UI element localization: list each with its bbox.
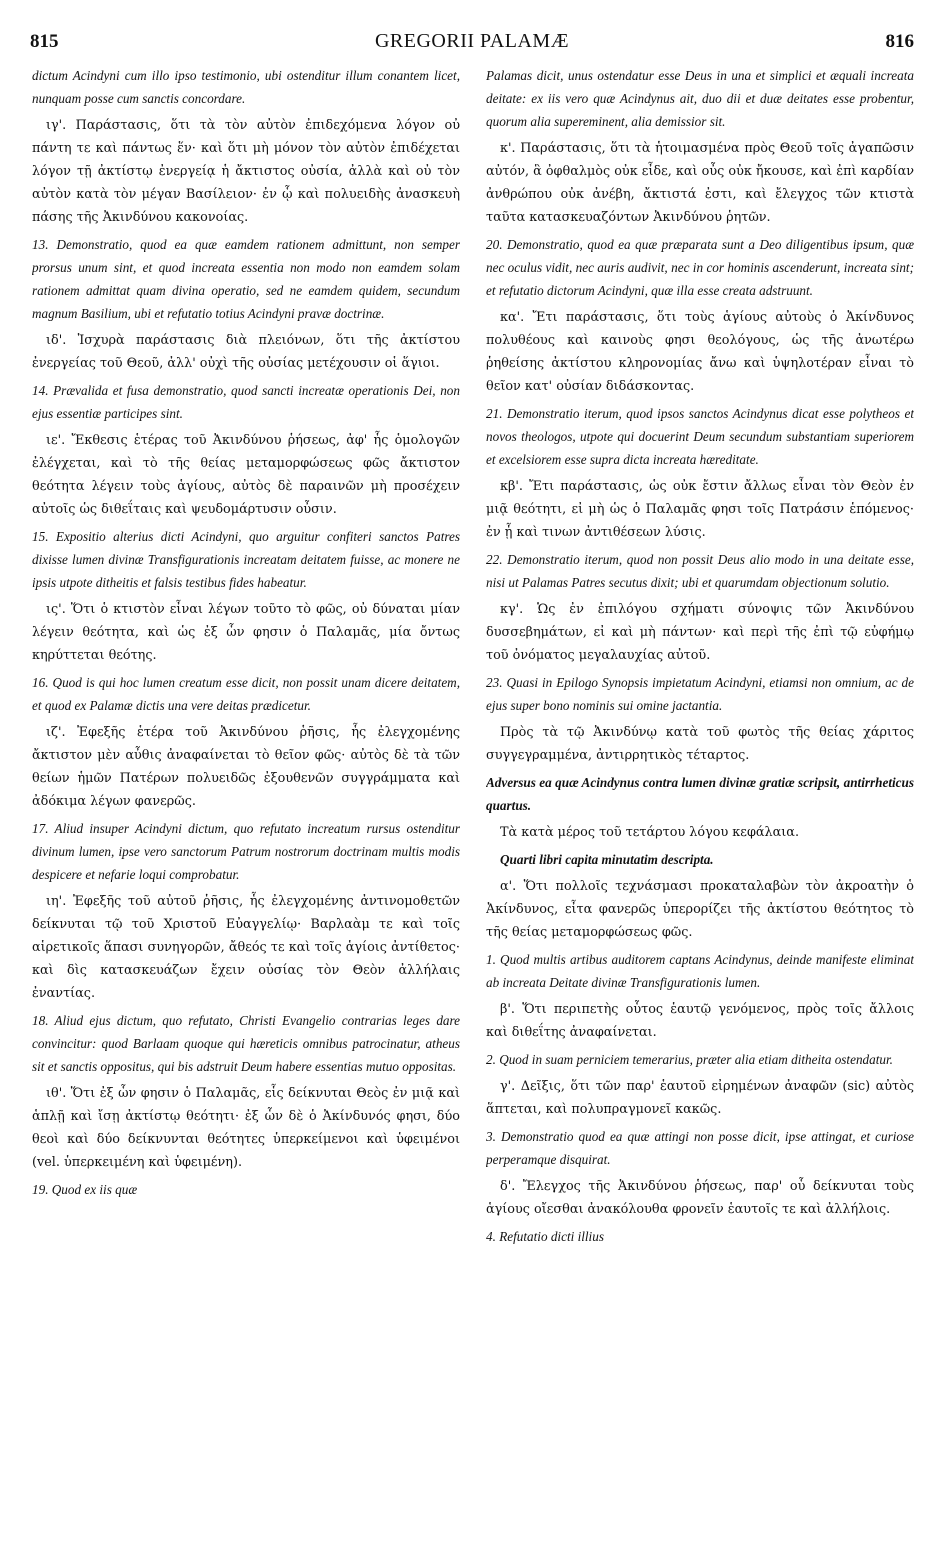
- greek-paragraph: Τὰ κατὰ μέρος τοῦ τετάρτου λόγου κεφάλαια.: [500, 825, 800, 840]
- latin-paragraph: 15. Expositio alterius dicti Acindyni, quo arguitur confiteri sanctos Patres dixisse lumen divinæ Transfigurationis increatam deitatem fuisse, ac monere ne ipsis utpote ditheitis et falsis testibus fides habeatur.: [32, 529, 460, 590]
- latin-paragraph: 23. Quasi in Epilogo Synopsis impietatum Acindyni, etiamsi non omnium, ac de ejus super bono nominis sui omine jactantia.: [486, 675, 914, 713]
- running-header: [30, 30, 914, 64]
- greek-paragraph: Πρὸς τὰ τῷ Ἀκινδύνῳ κατὰ τοῦ φωτὸς τῆς θείας χάριτος συγγεγραμμένα, ἀντιρρητικὸς τέταρτος.: [486, 725, 914, 763]
- latin-paragraph: dictum Acindyni cum illo ipso testimonio, ubi ostenditur illum conantem licet, nunquam posse cum sanctis concordare.: [32, 68, 460, 106]
- latin-paragraph: 18. Aliud ejus dictum, quo refutato, Christi Evangelio contrarias leges dare convincitur: quod Barlaam quoque qui hæreticis omnibus patrocinatur, atheus sit et sanctis oppositus, qui bis adstruit Deum habere essentias mutuo oppositas.: [32, 1013, 460, 1074]
- greek-paragraph: ιη'. Ἐφεξῆς τοῦ αὐτοῦ ῥῆσις, ἧς ἐλεγχομένης ἀντινομοθετῶν δείκνυται τῷ τοῦ Χριστοῦ Εὐαγγελίῳ· Βαρλαὰμ τε καὶ τοῖς αἱρετικοῖς ἅπασι συνηγορῶν, ἄθεός τε καὶ τοῖς ἁγίοις ἀντίθετος· καὶ δὶς κατασκευάζων ἔχειν οὐσίας τὸν Θεὸν ἀλλήλαις ἐναντίας.: [32, 894, 460, 1001]
- greek-paragraph: κβ'. Ἔτι παράστασις, ὡς οὐκ ἔστιν ἄλλως εἶναι τὸν Θεὸν ἐν μιᾷ θεότητι, εἰ μὴ ὡς ὁ Παλαμᾶς φησι τοῖς Πατράσιν ἑπόμενος· ἐν ᾗ καὶ τινων ἀντιθέσεων λύσις.: [486, 479, 914, 540]
- greek-paragraph: ιδ'. Ἰσχυρὰ παράστασις διὰ πλειόνων, ὅτι τῆς ἀκτίστου ἐνεργείας τοῦ Θεοῦ, ἀλλ' οὐχὶ τῆς οὐσίας μετέχουσιν οἱ ἅγιοι.: [32, 333, 460, 371]
- greek-paragraph: ιγ'. Παράστασις, ὅτι τὰ τὸν αὐτὸν ἐπιδεχόμενα λόγον οὐ πάντη τε καὶ πάντως ἕν· καὶ ὅτι μὴ μόνον τὸν αὐτὸν ἐπιδέχεται λόγον τῇ ἀκτίστῳ ἐνεργείᾳ ἡ ἄκτιστος οὐσία, ἀλλὰ καὶ οὐ τὸν αὐτὸν κατὰ τὸν μέγαν Βασίλειον· ἐν ᾧ καὶ πολυειδὴς ἀνασκευὴ πάσης τῆς Ἀκινδύνου κακονοίας.: [32, 118, 460, 225]
- greek-paragraph: ιζ'. Ἐφεξῆς ἑτέρα τοῦ Ἀκινδύνου ῥῆσις, ἧς ἐλεγχομένης ἄκτιστον μὲν αὖθις ἀναφαίνεται τὸ θεῖον φῶς· αὐτὸς δὲ τὰ τῶν θείων ἡμῶν Πατέρων πολυειδῶς ἐξουθενῶν συγγράμματα καὶ ἀδόκιμα λέγων φανερῶς.: [32, 725, 460, 809]
- left-column: [32, 64, 460, 1534]
- latin-paragraph: Palamas dicit, unus ostendatur esse Deus in una et simplici et æquali increata deitate: ex iis vero quæ Acindynus ait, duo dii et duæ deitates esse probentur, quorum alia supereminent, alia demissior sit.: [486, 68, 914, 129]
- greek-paragraph: γ'. Δεῖξις, ὅτι τῶν παρ' ἑαυτοῦ εἰρημένων ἀναφῶν (sic) αὐτὸς ἅπτεται, καὶ πολυπραγμονεῖ κακῶς.: [486, 1079, 914, 1117]
- running-title: GREGORII PALAMÆ: [374, 30, 569, 52]
- latin-paragraph: 19. Quod ex iis quæ: [32, 1182, 138, 1197]
- latin-paragraph: 21. Demonstratio iterum, quod ipsos sanctos Acindynus dicat esse polytheos et novos theologos, utpote qui docuerint Deum secundum substantiam superiorem et excelsiorem esse supra dicta increata hæreditate.: [486, 406, 914, 467]
- greek-paragraph: κγ'. Ὡς ἐν ἐπιλόγου σχήματι σύνοψις τῶν Ἀκινδύνου δυσσεβημάτων, εἰ καὶ μὴ πάντων· καὶ περὶ τῆς ἐπὶ τῷ εὐφήμῳ τοῦ ὀνόματος μεγαλαυχίας αὐτοῦ.: [486, 602, 914, 663]
- right-page-number: 816: [885, 31, 914, 52]
- section-heading: Quarti libri capita minutatim descripta.: [500, 852, 714, 867]
- latin-paragraph: 20. Demonstratio, quod ea quæ præparata sunt a Deo diligentibus ipsum, quæ nec oculus vidit, nec auris audivit, nec in cor hominis ascenderunt, increata sint; et refutatio dictorum Acindyni, quæ illa esse creata adstruunt.: [486, 237, 914, 298]
- latin-paragraph: 3. Demonstratio quod ea quæ attingi non posse dicit, ipse attingat, et curiose perperamque disquirat.: [486, 1129, 914, 1167]
- right-column: [486, 64, 914, 1534]
- section-heading: Adversus ea quæ Acindynus contra lumen divinæ gratiæ scripsit, antirrheticus quartus.: [486, 775, 914, 813]
- latin-paragraph: 1. Quod multis artibus auditorem captans Acindynus, deinde manifeste eliminat ab increata Deitate divinæ Transfigurationis lumen.: [486, 952, 914, 990]
- greek-paragraph: β'. Ὅτι περιπετὴς οὗτος ἑαυτῷ γενόμενος, πρὸς τοῖς ἄλλοις καὶ διθεΐτης ἀναφαίνεται.: [486, 1002, 914, 1040]
- greek-paragraph: κα'. Ἔτι παράστασις, ὅτι τοὺς ἁγίους αὐτοὺς ὁ Ἀκίνδυνος πολυθέους καὶ καινοὺς φησι θεολόγους, ὡς τῆς ἀνωτέρω ῥηθείσης ἀκτίστου κληρονομίας ἄνω καὶ ὑψηλοτέραν εἶναι τὸ θεῖον κατ' οὐσίαν διδάσκοντας.: [486, 310, 914, 394]
- greek-paragraph: ιε'. Ἔκθεσις ἑτέρας τοῦ Ἀκινδύνου ῥήσεως, ἀφ' ἧς ὁμολογῶν ἐλέγχεται, καὶ τὸ τῆς θείας μεταμορφώσεως φῶς ἄκτιστον θεότητα λέγειν τοὺς ἁγίους, αὐτὸς δὲ παραινῶν μὴ προσέχειν αὐτοῖς ὡς διθεΐταις καὶ ψευδομάρτυσιν οὖσιν.: [32, 433, 460, 517]
- greek-paragraph: κ'. Παράστασις, ὅτι τὰ ἡτοιμασμένα πρὸς Θεοῦ τοῖς ἀγαπῶσιν αὐτόν, ἃ ὀφθαλμὸς οὐκ εἶδε, καὶ οὖς οὐκ ἤκουσε, καὶ ἐπὶ καρδίαν ἀνθρώπου οὐκ ἀνέβη, ἄκτιστά ἐστι, καὶ ἔλεγχος τῶν κτιστὰ ταῦτα κατασκευαζόντων Ἀκινδύνου ῥητῶν.: [486, 141, 914, 225]
- latin-paragraph: 2. Quod in suam perniciem temerarius, præter alia etiam ditheita ostendatur.: [486, 1052, 893, 1067]
- greek-paragraph: ιθ'. Ὅτι ἐξ ὧν φησιν ὁ Παλαμᾶς, εἷς δείκνυται Θεὸς ἐν μιᾷ καὶ ἁπλῇ καὶ ἴσῃ ἀκτίστῳ θεότητι· ἐξ ὧν δὲ ὁ Ἀκίνδυνός φησι, δύο θεοὶ καὶ δύο δείκνυνται θεότητες ὑπερκείμενοι καὶ ὑφειμένοι (vel. ὑπερκειμένη καὶ ὑφειμένη).: [32, 1086, 460, 1170]
- latin-paragraph: 22. Demonstratio iterum, quod non possit Deus alio modo in una deitate esse, nisi ut Palamas Patres secutus dixit; ubi et quarumdam objectionum solutio.: [486, 552, 914, 590]
- greek-paragraph: δ'. Ἔλεγχος τῆς Ἀκινδύνου ῥήσεως, παρ' οὗ δείκνυται τοὺς ἁγίους οἴεσθαι ἀνακόλουθα φρονεῖν ἑαυτοῖς τε καὶ ἀλλήλοις.: [486, 1179, 914, 1217]
- latin-paragraph: 4. Refutatio dicti illius: [486, 1229, 604, 1244]
- greek-paragraph: α'. Ὅτι πολλοῖς τεχνάσμασι προκαταλαβὼν τὸν ἀκροατὴν ὁ Ἀκίνδυνος, εἶτα φανερῶς ὑπερορίζει τῆς ἀκτίστου θεότητος τὸ τῆς θείας μεταμορφώσεως φῶς.: [486, 879, 914, 940]
- latin-paragraph: 13. Demonstratio, quod ea quæ eamdem rationem admittunt, non semper prorsus unum sint, et quod increata essentia non modo non eamdem solam rationem admittat quam divina operatio, sed ne eamdem quidem, secundum magnum Basilium, ubi et refutatio totius Acindyni pravæ doctrinæ.: [32, 237, 460, 321]
- latin-paragraph: 16. Quod is qui hoc lumen creatum esse dicit, non possit unam dicere deitatem, et quod ex Palamæ dictis una vere deitas prædicetur.: [32, 675, 460, 713]
- latin-paragraph: 14. Prævalida et fusa demonstratio, quod sancti increatæ operationis Dei, non ejus essentiæ participes sint.: [32, 383, 460, 421]
- left-page-number: 815: [30, 31, 59, 52]
- greek-paragraph: ις'. Ὅτι ὁ κτιστὸν εἶναι λέγων τοῦτο τὸ φῶς, οὐ δύναται μίαν λέγειν θεότητα, καὶ ὡς ἐξ ὧν φησιν ὁ Παλαμᾶς, μία ὄντως κηρύττεται θεότης.: [32, 602, 460, 663]
- latin-paragraph: 17. Aliud insuper Acindyni dictum, quo refutato increatum rursus ostenditur divinum lumen, ipse vero sanctorum Patrum nostrorum doctrinam multis modis despicere et nefarie loqui comprobatur.: [32, 821, 460, 882]
